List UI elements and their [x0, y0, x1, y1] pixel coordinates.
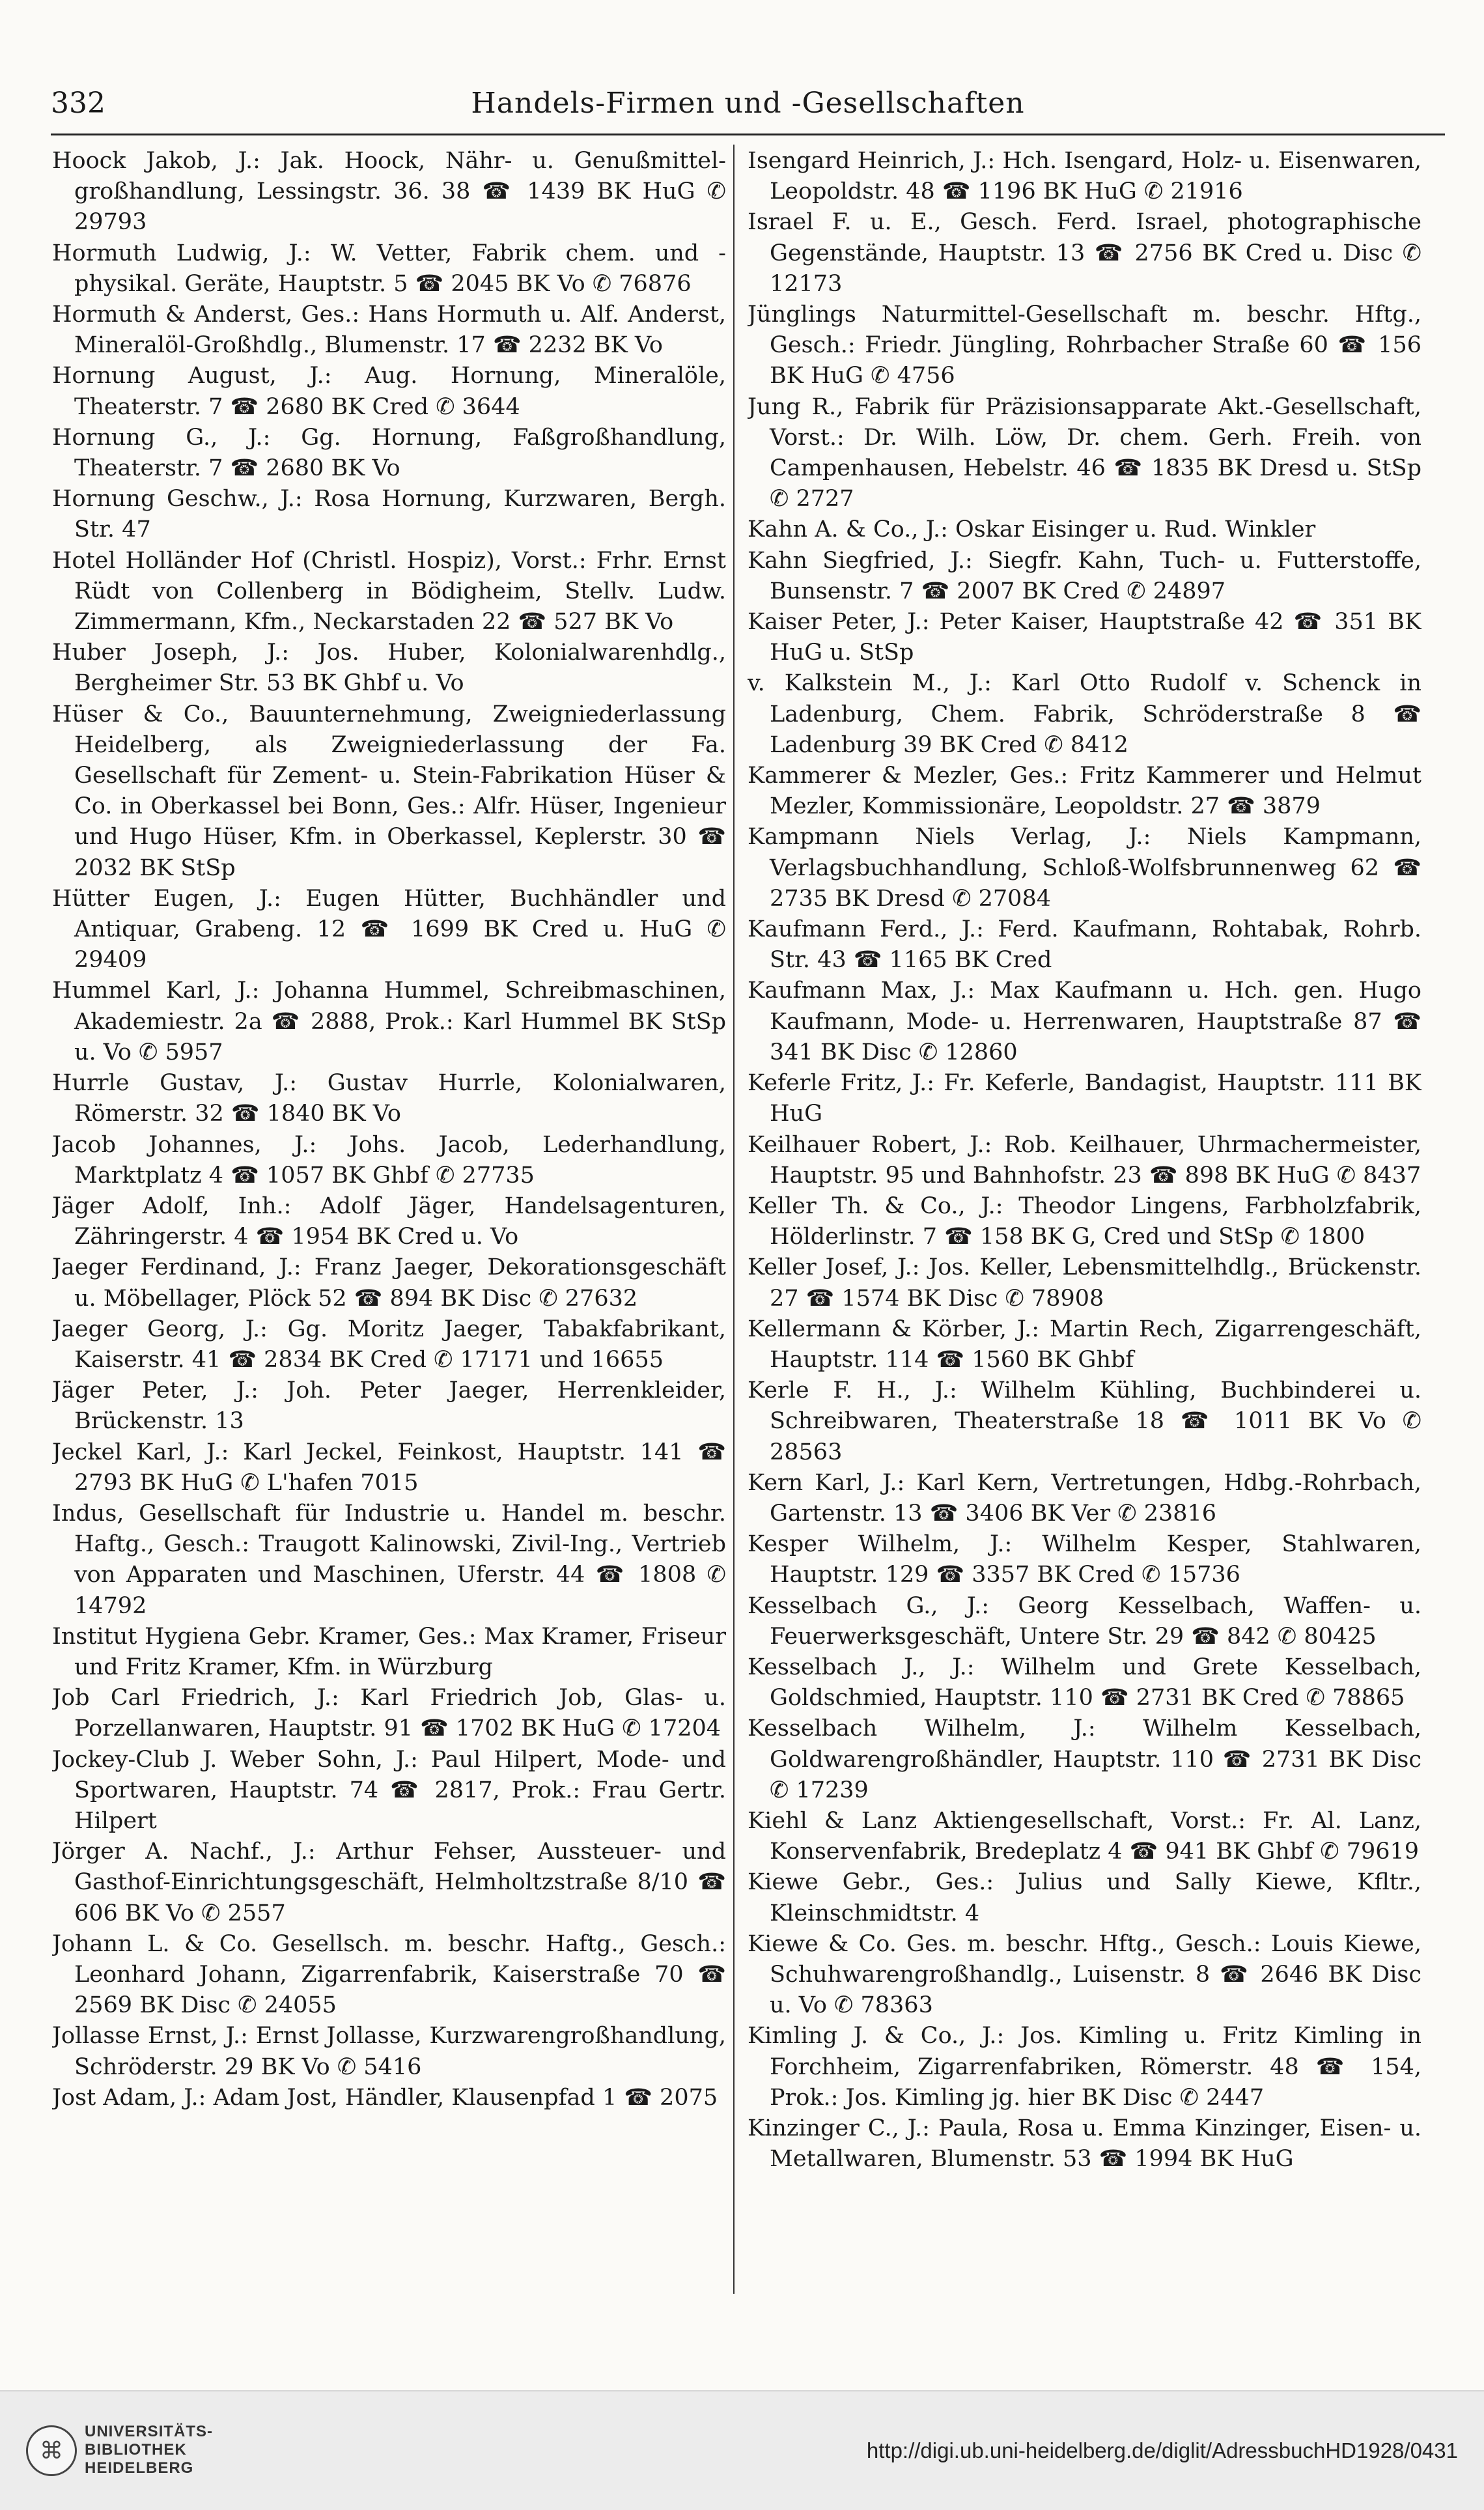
directory-entry: Hornung Geschw., J.: Rosa Hornung, Kurzwaren, Bergh. Str. 47: [52, 486, 726, 543]
directory-entry: Kahn Siegfried, J.: Siegfr. Kahn, Tuch- u. Futterstoffe, Bunsenstr. 7 ☎ 2007 BK Cred ✆ 24897: [748, 547, 1421, 604]
directory-entry: Jockey-Club J. Weber Sohn, J.: Paul Hilpert, Mode- und Sportwaren, Hauptstr. 74 ☎ 2817, Prok.: Frau Gertr. Hilpert: [52, 1746, 726, 1834]
column-divider: [733, 145, 735, 2294]
directory-entry: Kern Karl, J.: Karl Kern, Vertretungen, Hdbg.-Rohrbach, Gartenstr. 13 ☎ 3406 BK Ver ✆ 23816: [748, 1469, 1421, 1527]
directory-entry: Hummel Karl, J.: Johanna Hummel, Schreibmaschinen, Akademiestr. 2a ☎ 2888, Prok.: Karl Hummel BK StSp u. Vo ✆ 5957: [52, 978, 726, 1065]
page-header: [51, 81, 1445, 127]
directory-entry: Institut Hygiena Gebr. Kramer, Ges.: Max Kramer, Friseur und Fritz Kramer, Kfm. in Würzburg: [52, 1623, 726, 1680]
directory-entry: Jollasse Ernst, J.: Ernst Jollasse, Kurzwarengroßhandlung, Schröderstr. 29 BK Vo ✆ 5416: [52, 2023, 726, 2080]
directory-entry: Jaeger Georg, J.: Gg. Moritz Jaeger, Tabakfabrikant, Kaiserstr. 41 ☎ 2834 BK Cred ✆ 17171 und 16655: [52, 1316, 726, 1373]
library-seal-icon: ⌘: [26, 2425, 77, 2476]
page-number: 332: [51, 87, 105, 120]
directory-entry: v. Kalkstein M., J.: Karl Otto Rudolf v. Schenck in Ladenburg, Chem. Fabrik, Schröderstraße 8 ☎ Ladenburg 39 BK Cred ✆ 8412: [748, 670, 1421, 758]
directory-entry: Hotel Holländer Hof (Christl. Hospiz), Vorst.: Frhr. Ernst Rüdt von Collenberg in Bödigheim, Stellv. Ludw. Zimmermann, Kfm., Neckarstaden 22 ☎ 527 BK Vo: [52, 547, 726, 636]
header-rule: [51, 134, 1445, 135]
directory-entry: Johann L. & Co. Gesellsch. m. beschr. Haftg., Gesch.: Leonhard Johann, Zigarrenfabrik, Kaiserstraße 70 ☎ 2569 BK Disc ✆ 24055: [52, 1930, 726, 2019]
directory-entry: Kiehl & Lanz Aktiengesellschaft, Vorst.: Fr. Al. Lanz, Konservenfabrik, Bredeplatz 4 ☎ 941 BK Ghbf ✆ 79619: [748, 1807, 1421, 1865]
directory-entry: Kampmann Niels Verlag, J.: Niels Kampmann, Verlagsbuchhandlung, Schloß-Wolfsbrunnenweg 62 ☎ 2735 BK Dresd ✆ 27084: [748, 824, 1421, 912]
directory-entry: Isengard Heinrich, J.: Hch. Isengard, Holz- u. Eisenwaren, Leopoldstr. 48 ☎ 1196 BK HuG ✆ 21916: [748, 148, 1421, 205]
directory-entry: Kinzinger C., J.: Paula, Rosa u. Emma Kinzinger, Eisen- u. Metallwaren, Blumenstr. 53 ☎ 1994 BK HuG: [748, 2115, 1421, 2173]
directory-entry: Kammerer & Mezler, Ges.: Fritz Kammerer und Helmut Mezler, Kommissionäre, Leopoldstr. 27 ☎ 3879: [748, 763, 1421, 820]
running-title: Handels-Firmen und -Gesellschaften: [471, 87, 1025, 120]
directory-entry: Kaiser Peter, J.: Peter Kaiser, Hauptstraße 42 ☎ 351 BK HuG u. StSp: [748, 609, 1421, 666]
directory-entry: Jaeger Ferdinand, J.: Franz Jaeger, Dekorationsgeschäft u. Möbellager, Plöck 52 ☎ 894 BK Disc ✆ 27632: [52, 1254, 726, 1312]
directory-entry: Keferle Fritz, J.: Fr. Keferle, Bandagist, Hauptstr. 111 BK HuG: [748, 1070, 1421, 1127]
directory-entry: Kesselbach J., J.: Wilhelm und Grete Kesselbach, Goldschmied, Hauptstr. 110 ☎ 2731 BK Cred ✆ 78865: [748, 1654, 1421, 1712]
right-column: [748, 146, 1421, 2302]
viewer-footer: [0, 2390, 1484, 2510]
directory-entry: Indus, Gesellschaft für Industrie u. Handel m. beschr. Haftg., Gesch.: Traugott Kalinowski, Zivil-Ing., Vertrieb von Apparaten und Maschinen, Uferstr. 44 ☎ 1808 ✆ 14792: [52, 1500, 726, 1619]
directory-entry: Keller Th. & Co., J.: Theodor Lingens, Farbholzfabrik, Hölderlinstr. 7 ☎ 158 BK G, Cred und StSp ✆ 1800: [748, 1192, 1421, 1250]
directory-entry: Jünglings Naturmittel-Gesellschaft m. beschr. Hftg., Gesch.: Friedr. Jüngling, Rohrbacher Straße 60 ☎ 156 BK HuG ✆ 4756: [748, 302, 1421, 389]
directory-entry: Kellermann & Körber, J.: Martin Rech, Zigarrengeschäft, Hauptstr. 114 ☎ 1560 BK Ghbf: [748, 1316, 1421, 1373]
directory-entry: Hornung August, J.: Aug. Hornung, Mineralöle, Theaterstr. 7 ☎ 2680 BK Cred ✆ 3644: [52, 363, 726, 420]
directory-entry: Jäger Adolf, Inh.: Adolf Jäger, Handelsagenturen, Zähringerstr. 4 ☎ 1954 BK Cred u. Vo: [52, 1192, 726, 1250]
directory-entry: Jäger Peter, J.: Joh. Peter Jaeger, Herrenkleider, Brückenstr. 13: [52, 1377, 726, 1435]
directory-entry: Kerle F. H., J.: Wilhelm Kühling, Buchbinderei u. Schreibwaren, Theaterstraße 18 ☎ 1011 BK Vo ✆ 28563: [748, 1377, 1421, 1465]
directory-entry: Israel F. u. E., Gesch. Ferd. Israel, photographische Gegenstände, Hauptstr. 13 ☎ 2756 BK Cred u. Disc ✆ 12173: [748, 209, 1421, 297]
directory-entry: Huber Joseph, J.: Jos. Huber, Kolonialwarenhdlg., Bergheimer Str. 53 BK Ghbf u. Vo: [52, 640, 726, 697]
directory-entry: Kimling J. & Co., J.: Jos. Kimling u. Fritz Kimling in Forchheim, Zigarrenfabriken, Römerstr. 48 ☎ 154, Prok.: Jos. Kimling jg. hier BK Disc ✆ 2447: [748, 2023, 1421, 2111]
directory-entry: Hurrle Gustav, J.: Gustav Hurrle, Kolonialwaren, Römerstr. 32 ☎ 1840 BK Vo: [52, 1070, 726, 1127]
source-url-link[interactable]: http://digi.ub.uni-heidelberg.de/diglit/AdressbuchHD1928/0431: [866, 2438, 1458, 2462]
directory-entry: Jost Adam, J.: Adam Jost, Händler, Klausenpfad 1 ☎ 2075: [52, 2084, 718, 2111]
directory-entry: Kaufmann Ferd., J.: Ferd. Kaufmann, Rohtabak, Rohrb. Str. 43 ☎ 1165 BK Cred: [748, 916, 1421, 974]
directory-entry: Hoock Jakob, J.: Jak. Hoock, Nähr- u. Genußmittel-großhandlung, Lessingstr. 36. 38 ☎ 1439 BK HuG ✆ 29793: [52, 148, 726, 236]
directory-entry: Jacob Johannes, J.: Johs. Jacob, Lederhandlung, Marktplatz 4 ☎ 1057 BK Ghbf ✆ 27735: [52, 1131, 726, 1189]
directory-entry: Kahn A. & Co., J.: Oskar Eisinger u. Rud. Winkler: [748, 516, 1316, 543]
directory-entry: Job Carl Friedrich, J.: Karl Friedrich Job, Glas- u. Porzellanwaren, Hauptstr. 91 ☎ 1702 BK HuG ✆ 17204: [52, 1685, 726, 1742]
directory-entry: Hüser & Co., Bauunternehmung, Zweigniederlassung Heidelberg, als Zweigniederlassung der Fa. Gesellschaft für Zement- u. Stein-Fabrikation Hüser & Co. in Oberkassel bei Bonn, Ges.: Alfr. Hüser, Ingenieur und Hugo Hüser, Kfm. in Oberkassel, Keplerstr. 30 ☎ 2032 BK StSp: [52, 701, 726, 881]
library-name-line: UNIVERSITÄTS-: [85, 2423, 214, 2440]
library-name-line: HEIDELBERG: [85, 2459, 194, 2477]
directory-entry: Hormuth & Anderst, Ges.: Hans Hormuth u. Alf. Anderst, Mineralöl-Großhdlg., Blumenstr. 17 ☎ 2232 BK Vo: [52, 302, 726, 359]
directory-entry: Jeckel Karl, J.: Karl Jeckel, Feinkost, Hauptstr. 141 ☎ 2793 BK HuG ✆ L'hafen 7015: [52, 1439, 726, 1496]
directory-entry: Kesselbach Wilhelm, J.: Wilhelm Kesselbach, Goldwarengroßhändler, Hauptstr. 110 ☎ 2731 BK Disc ✆ 17239: [748, 1715, 1421, 1803]
directory-entry: Hormuth Ludwig, J.: W. Vetter, Fabrik chem. und -physikal. Geräte, Hauptstr. 5 ☎ 2045 BK Vo ✆ 76876: [52, 240, 726, 297]
directory-entry: Jörger A. Nachf., J.: Arthur Fehser, Aussteuer- und Gasthof-Einrichtungsgeschäft, Helmholtzstraße 8/10 ☎ 606 BK Vo ✆ 2557: [52, 1839, 726, 1926]
directory-entry: Kesper Wilhelm, J.: Wilhelm Kesper, Stahlwaren, Hauptstr. 129 ☎ 3357 BK Cred ✆ 15736: [748, 1531, 1421, 1588]
library-name: [85, 2423, 213, 2477]
directory-entry: Kaufmann Max, J.: Max Kaufmann u. Hch. gen. Hugo Kaufmann, Mode- u. Herrenwaren, Hauptstraße 87 ☎ 341 BK Disc ✆ 12860: [748, 978, 1421, 1065]
directory-entry: Kiewe Gebr., Ges.: Julius und Sally Kiewe, Kfltr., Kleinschmidtstr. 4: [748, 1869, 1421, 1926]
directory-entry: Hornung G., J.: Gg. Hornung, Faßgroßhandlung, Theaterstr. 7 ☎ 2680 BK Vo: [52, 424, 726, 482]
directory-entry: Kesselbach G., J.: Georg Kesselbach, Waffen- u. Feuerwerksgeschäft, Untere Str. 29 ☎ 842 ✆ 80425: [748, 1592, 1421, 1650]
left-column: [52, 146, 726, 2302]
directory-entry: Keilhauer Robert, J.: Rob. Keilhauer, Uhrmachermeister, Hauptstr. 95 und Bahnhofstr. 23 ☎ 898 BK HuG ✆ 8437: [748, 1131, 1421, 1189]
directory-entry: Jung R., Fabrik für Präzisionsapparate Akt.-Gesellschaft, Vorst.: Dr. Wilh. Löw, Dr. chem. Gerh. Freih. von Campenhausen, Hebelstr. 46 ☎ 1835 BK Dresd u. StSp ✆ 2727: [748, 393, 1421, 513]
library-name-line: BIBLIOTHEK: [85, 2441, 187, 2459]
directory-entry: Kiewe & Co. Ges. m. beschr. Hftg., Gesch.: Louis Kiewe, Schuhwarengroßhandlg., Luisenstr. 8 ☎ 2646 BK Disc u. Vo ✆ 78363: [748, 1930, 1421, 2019]
directory-entry: Hütter Eugen, J.: Eugen Hütter, Buchhändler und Antiquar, Grabeng. 12 ☎ 1699 BK Cred u. HuG ✆ 29409: [52, 885, 726, 974]
directory-entry: Keller Josef, J.: Jos. Keller, Lebensmittelhdlg., Brückenstr. 27 ☎ 1574 BK Disc ✆ 78908: [748, 1254, 1421, 1312]
